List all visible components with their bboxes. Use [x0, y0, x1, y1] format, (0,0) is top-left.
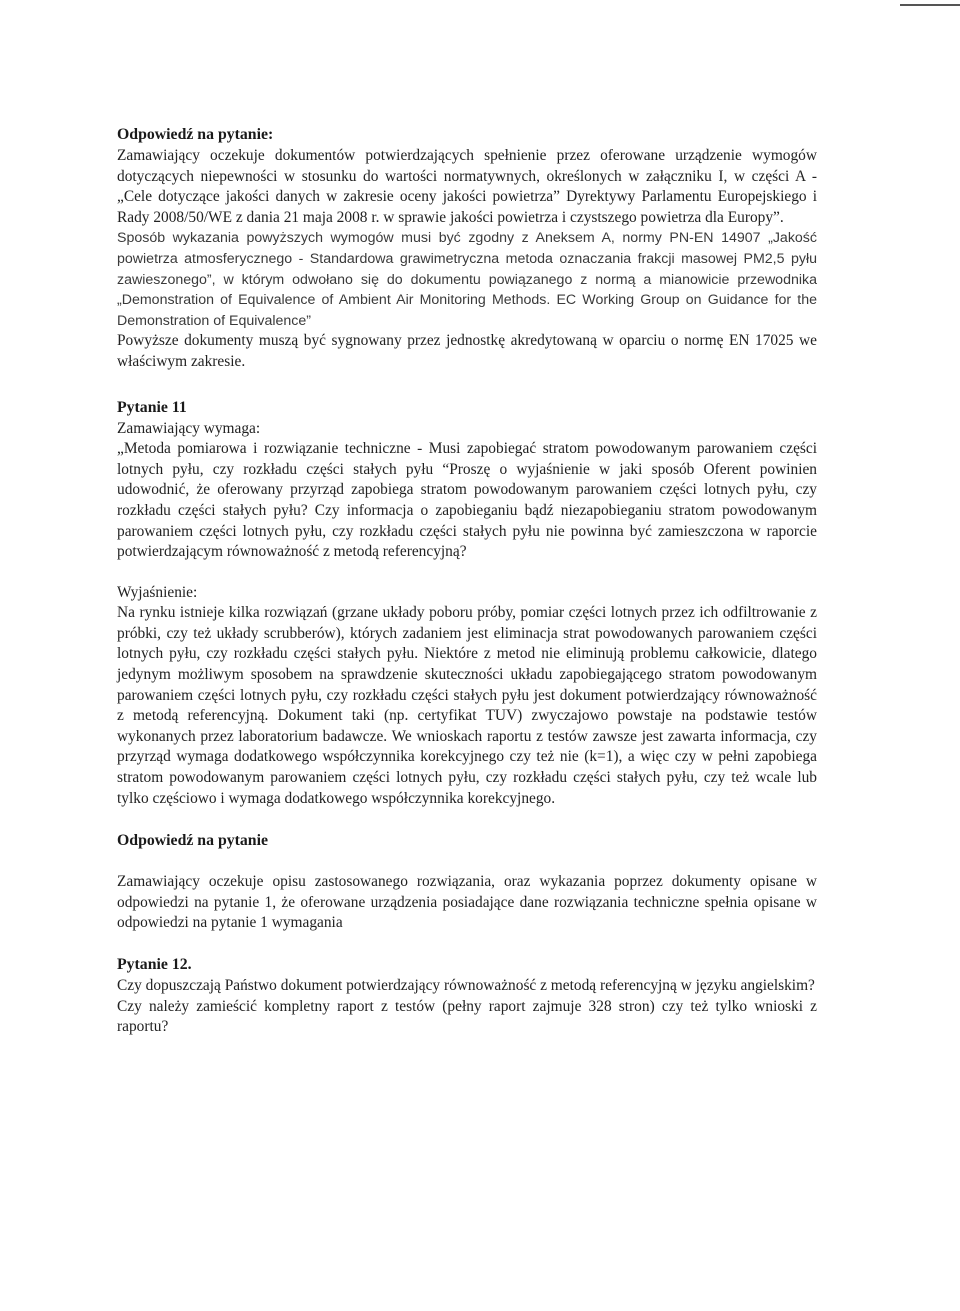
- question-11-heading: Pytanie 11: [117, 398, 187, 416]
- scan-edge-line: [900, 4, 960, 6]
- answer-paragraph-1: Zamawiający oczekuje dokumentów potwierdzających spełnienie przez oferowane urządzenie wymogów dotyczących niepewności w stosunku do wartości normatywnych, określonych w załączniku I, w części A - „Cele dotyczące jakości danych w zakresie oceny jakości powietrza” Dyrektywy Parlamentu Europejskiego i Rady 2008/50/WE z dania 21 maja 2008 r. w sprawie jakości powietrza i czystszego powietrza dla Europy”.: [117, 147, 817, 226]
- question-12-item-2: Czy należy zamieścić kompletny raport z testów (pełny raport zajmuje 328 stron) czy też tylko wnioski z raportu?: [117, 997, 817, 1036]
- document-page: [117, 124, 817, 1038]
- answer-paragraph-3: Powyższe dokumenty muszą być sygnowany przez jednostkę akredytowaną w oparciu o normę EN 17025 we właściwym zakresie.: [117, 332, 817, 370]
- answer-section-2: [117, 830, 817, 934]
- answer-body-2: Zamawiający oczekuje opisu zastosowanego rozwiązania, oraz wykazania poprzez dokumenty opisane w odpowiedzi na pytanie 1, że oferowane urządzenia posiadające dane rozwiązania techniczne spełnia opisane w odpowiedzi na pytanie 1 wymagania: [117, 873, 817, 932]
- question-11-section: [117, 397, 817, 810]
- question-12-heading: Pytanie 12.: [117, 956, 192, 973]
- question-11-intro: Zamawiający wymaga:: [117, 419, 261, 437]
- answer-heading-2: Odpowiedź na pytanie: [117, 832, 268, 850]
- explanation-body: Na rynku istnieje kilka rozwiązań (grzane układy poboru próby, pomiar części lotnych przez ich odfiltrowanie z próbki, czy też układy scrubberów), których zadaniem jest eliminacja strat powodowanych parowaniem części lotnych pyłu, czy rozkładu części stałych pyłu. Niektóre z metod nie eliminują problemu całkowicie, dlatego jedynym możliwym sposobem na sprawdzenie skuteczności układu zapobiegającego stratom powodowanym parowaniem części lotnych pyłu, czy rozkładu części stałych pyłu jest dokument potwierdzający równoważność z metodą referencyjną. Dokument taki (np. certyfikat TUV) zwyczajowo powstaje na podstawie testów wykonanych przez laboratorium badawcze. We wnioskach raportu z testów zawsze jest zawarta informacja, czy przyrząd wymaga dodatkowego współczynnika korekcyjnego czy też nie (k=1), a więc czy w pełni zapobiega stratom powodowanym parowaniem części lotnych pyłu, czy rozkładu części stałych pyłu, czy też wcale lub tylko częściowo i wymaga dodatkowego współczynnika korekcyjnego.: [117, 604, 817, 807]
- answer-paragraph-2: Sposób wykazania powyższych wymogów musi być zgodny z Aneksem A, normy PN-EN 14907 „Jakość powietrza atmosferycznego - Standardowa grawimetryczna metoda oznaczania frakcji masowej PM2,5 pyłu zawieszonego”, w którym odwołano się do dokumentu powiązanego z normą a mianowicie przewodnika „Demonstration of Equivalence of Ambient Air Monitoring Methods. EC Working Group on Guidance for the Demonstration of Equivalence”: [117, 230, 817, 329]
- answer-heading-1: Odpowiedź na pytanie:: [117, 126, 274, 143]
- question-12-section: [117, 954, 817, 1038]
- explanation-label: Wyjaśnienie:: [117, 583, 198, 601]
- question-11-body: „Metoda pomiarowa i rozwiązanie techniczne - Musi zapobiegać stratom powodowanym parowaniem części lotnych pyłu, czy rozkładu części stałych pyłu “Proszę o wyjaśnienie w jaki sposób Oferent powinien udowodnić, że oferowany przyrząd zapobiega stratom powodowanym parowaniem części lotnych pyłu, czy rozkładu części stałych pyłu? Czy informacja o zapobieganiu bądź niezapobieganiu stratom powodowanym parowaniem części lotnych pyłu, czy rozkładu części stałych pyłu nie powinna być zamieszczona w raporcie potwierdzającym równoważność z metodą referencyjną?: [117, 440, 817, 561]
- question-12-item-1: Czy dopuszczają Państwo dokument potwierdzający równoważność z metodą referencyjną w języku angielskim?: [117, 977, 815, 994]
- answer-section-1: [117, 124, 817, 373]
